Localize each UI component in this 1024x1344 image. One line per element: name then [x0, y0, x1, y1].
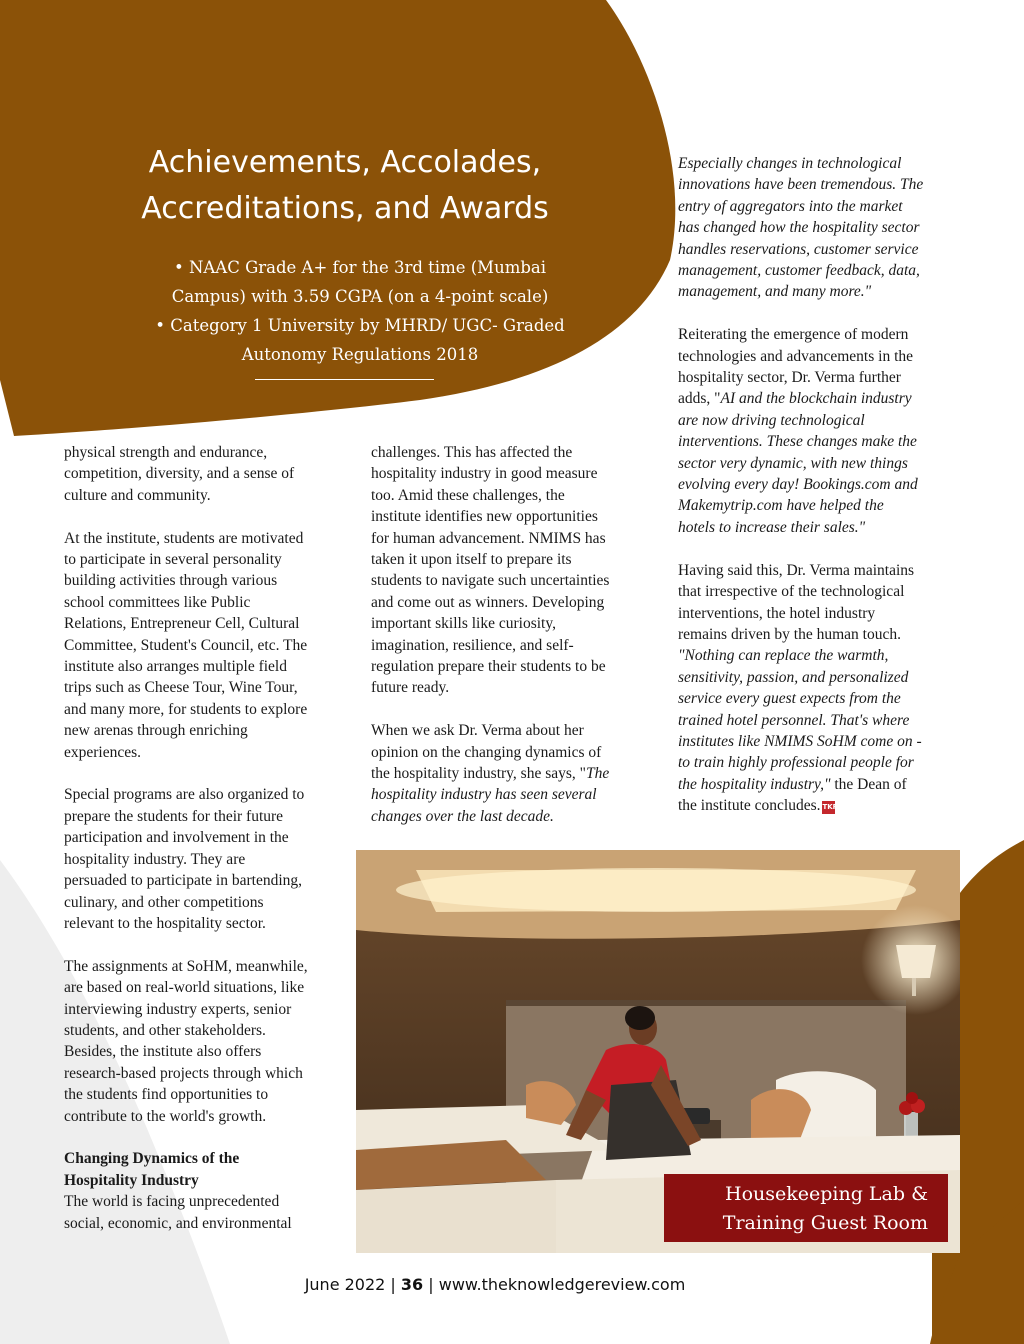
paragraph: Having said this, Dr. Verma maintains that irrespective of the technological interventions, the hotel industry remains driven by the human touch. "Nothing can replace the warmth, sensitivity, passion, and personalized service every guest expects from the trained hotel personnel. That's where institutes like NMIMS SoHM come on - to train highly professional people for the hospitality industry," the Dean of the institute concludes. TKR [678, 561, 922, 815]
subheading: Changing Dynamics of the Hospitality Industry [64, 1150, 240, 1189]
paragraph: At the institute, students are motivated to participate in several personality building activities through various school committees like Public Relations, Entrepreneur Cell, Cultural Committee, Student's Council, etc. The institute also arranges multiple field trips such as Cheese Tour, Wine Tour, and many more, for students to explore new arenas through enriching experiences. [64, 529, 308, 761]
paragraph: Special programs are also organized to prepare the students for their future participation and involvement in the hospitality industry. They are persuaded to participate in bartending, culinary, and other competitions relevant to the hospitality sector. [64, 786, 305, 932]
page-number: 36 [400, 1275, 424, 1294]
paragraph: challenges. This has affected the hospitality industry in good measure too. Amid these challenges, the institute identifies new opportunities for human advancement. NMIMS has taken it upon itself to prepare its students to navigate such uncertainties and come out as winners. Developing important skills like curiosity, imagination, resilience, and self- regulation prepare their students to be future ready. [371, 444, 610, 697]
quote-paragraph: Especially changes in technological innovations have been tremendous. The entry of aggregators into the market has changed how the hospitality sector handles reservations, customer service management, customer feedback, data, management, and many more." [678, 155, 924, 301]
article-column-1 [64, 442, 349, 1234]
article-column-3 [678, 153, 968, 838]
page-footer: June 2022 | 36 | www.theknowledgereview.com [304, 1275, 686, 1294]
achievement-item: • NAAC Grade A+ for the 3rd time (Mumbai Campus) with 3.59 CGPA (on a 4-point scale) [171, 258, 549, 306]
website-link[interactable]: www.theknowledgereview.com [438, 1275, 686, 1294]
paragraph: The assignments at SoHM, meanwhile, are based on real-world situations, like interviewing industry experts, senior students, and other stakeholders. Besides, the institute also offers research-based projects through which the students find opportunities to contribute to the world's growth. [64, 957, 308, 1125]
paragraph: physical strength and endurance, competition, diversity, and a sense of culture and community. [64, 444, 295, 504]
achievement-item: • Category 1 University by MHRD/ UGC- Graded Autonomy Regulations 2018 [155, 316, 565, 364]
achievements-list [110, 253, 610, 369]
issue-date: June 2022 [304, 1275, 386, 1294]
subheading-paragraph: Changing Dynamics of the Hospitality Industry The world is facing unprecedented social, economic, and environmental [64, 1148, 349, 1234]
photo-caption: Housekeeping Lab & Training Guest Room [664, 1174, 948, 1242]
heading-divider [255, 379, 434, 380]
article-column-2 [371, 442, 651, 849]
tkr-logo-icon: TKR [822, 801, 835, 814]
paragraph: When we ask Dr. Verma about her opinion on the changing dynamics of the hospitality industry, she says, "The hospitality industry has seen several changes over the last decade. [371, 722, 610, 825]
section-heading: Achievements, Accolades, Accreditations, and Awards [141, 145, 549, 226]
paragraph: Reiterating the emergence of modern technologies and advancements in the hospitality sector, Dr. Verma further adds, "AI and the blockchain industry are now driving technological interventions. These changes make the sector very dynamic, with new things evolving every day! Bookings.com and Makemytrip.com have helped the hotels to increase their sales." [678, 326, 918, 536]
